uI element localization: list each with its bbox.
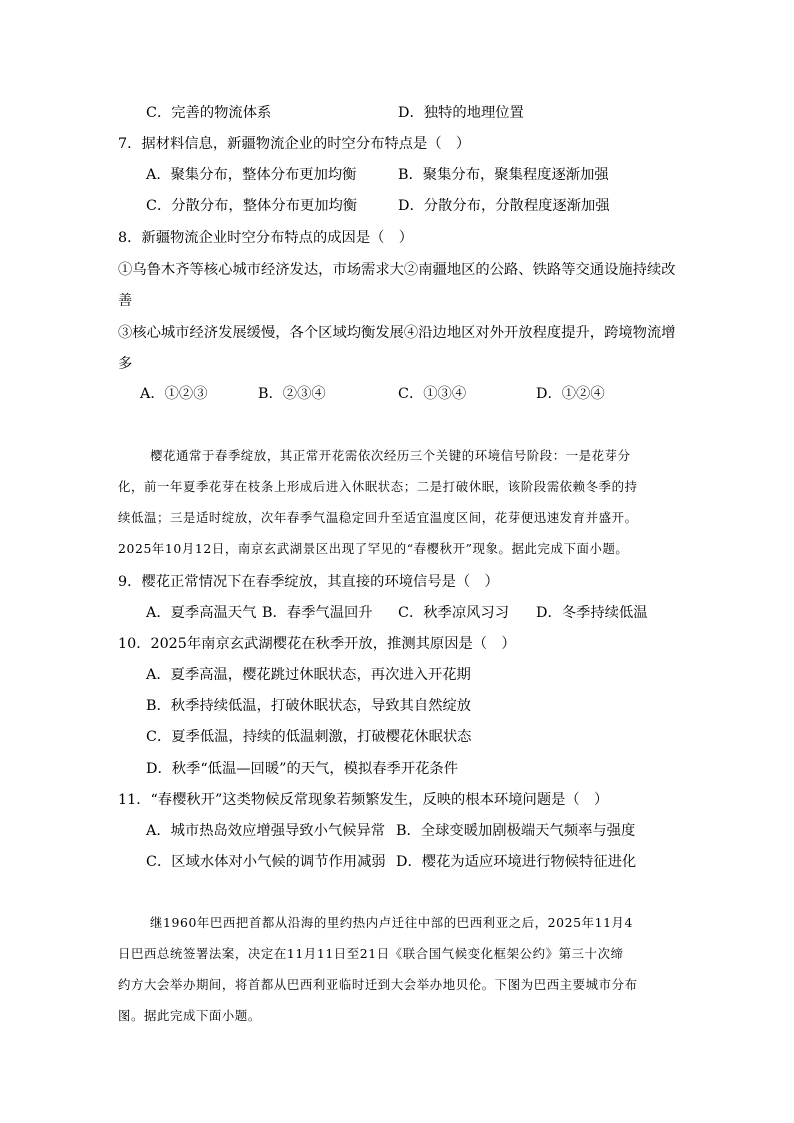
q8-statement-line: ③核心城市经济发展缓慢，各个区域均衡发展④沿边地区对外开放程度提升，跨境物流增 (118, 325, 676, 341)
passage1-line: 樱花通常于春季绽放，其正常开花需依次经历三个关键的环境信号阶段：一是花芽分 (150, 448, 631, 463)
q8-option-d: D．①②④ (536, 386, 605, 402)
q8-stem: 8．新疆物流企业时空分布特点的成因是（ ） (118, 230, 414, 246)
q9-option-a: A．夏季高温天气 (146, 605, 257, 621)
q7-option-b: B．聚集分布，聚集程度逐渐加强 (398, 167, 609, 183)
q10-stem: 10．2025年南京玄武湖樱花在秋季开放，推测其原因是（ ） (118, 636, 516, 652)
q7-option-c: C．分散分布，整体分布更加均衡 (146, 198, 358, 214)
q10-option-a: A．夏季高温，樱花跳过休眠状态，再次进入开花期 (146, 667, 471, 683)
q7-option-a: A．聚集分布，整体分布更加均衡 (146, 167, 357, 183)
q6-option-c: C．完善的物流体系 (146, 105, 272, 121)
q8-option-b: B．②③④ (258, 386, 326, 402)
q11-option-c: C．区域水体对小气候的调节作用减弱 (146, 854, 386, 870)
passage2-line: 日巴西总统签署法案，决定在11月11日至21日《联合国气候变化框架公约》第三十次缔 (118, 946, 624, 961)
q7-option-d: D．分散分布，分散程度逐渐加强 (398, 198, 610, 214)
q11-option-b: B．全球变暖加剧极端天气频率与强度 (396, 823, 636, 839)
q8-statement-line: ①乌鲁木齐等核心城市经济发达，市场需求大②南疆地区的公路、铁路等交通设施持续改 (118, 262, 676, 278)
passage1-line: 续低温；三是适时绽放，次年春季气温稳定回升至适宜温度区间，花芽便迅速发育并盛开。 (118, 510, 638, 525)
q8-option-a: A．①②③ (140, 386, 208, 402)
passage2-line: 约方大会举办期间，将首都从巴西利亚临时迁到大会举办地贝伦。下图为巴西主要城市分布 (118, 977, 638, 992)
passage1-line: 2025年10月12日，南京玄武湖景区出现了罕见的“春樱秋开”现象。据此完成下面小题。 (118, 541, 629, 556)
q9-option-b: B．春季气温回升 (262, 605, 373, 621)
q9-option-d: D．冬季持续低温 (536, 605, 648, 621)
q8-option-c: C．①③④ (398, 386, 467, 402)
passage2-line: 图。据此完成下面小题。 (118, 1008, 261, 1023)
q9-stem: 9．樱花正常情况下在春季绽放，其直接的环境信号是（ ） (118, 574, 499, 590)
q6-option-d: D．独特的地理位置 (398, 105, 524, 121)
q9-option-c: C．秋季凉风习习 (398, 605, 510, 621)
q8-statement-line: 多 (118, 356, 133, 372)
q10-option-d: D．秋季“低温—回暖”的天气，模拟春季开花条件 (146, 761, 459, 777)
q8-statement-line: 善 (118, 293, 133, 309)
q10-option-b: B．秋季持续低温，打破休眠状态，导致其自然绽放 (146, 698, 472, 714)
q10-option-c: C．夏季低温，持续的低温刺激，打破樱花休眠状态 (146, 729, 472, 745)
q11-option-d: D．樱花为适应环境进行物候特征进化 (396, 854, 637, 870)
q11-stem: 11．“春樱秋开”这类物候反常现象若频繁发生，反映的根本环境问题是（ ） (118, 792, 609, 808)
passage2-line: 继1960年巴西把首都从沿海的里约热内卢迁往中部的巴西利亚之后，2025年11月4 (150, 915, 634, 930)
q11-option-a: A．城市热岛效应增强导致小气候异常 (146, 823, 386, 839)
q7-stem: 7．据材料信息，新疆物流企业的时空分布特点是（ ） (118, 136, 471, 152)
passage1-line: 化，前一年夏季花芽在枝条上形成后进入休眠状态；二是打破休眠，该阶段需依赖冬季的持 (118, 479, 638, 494)
